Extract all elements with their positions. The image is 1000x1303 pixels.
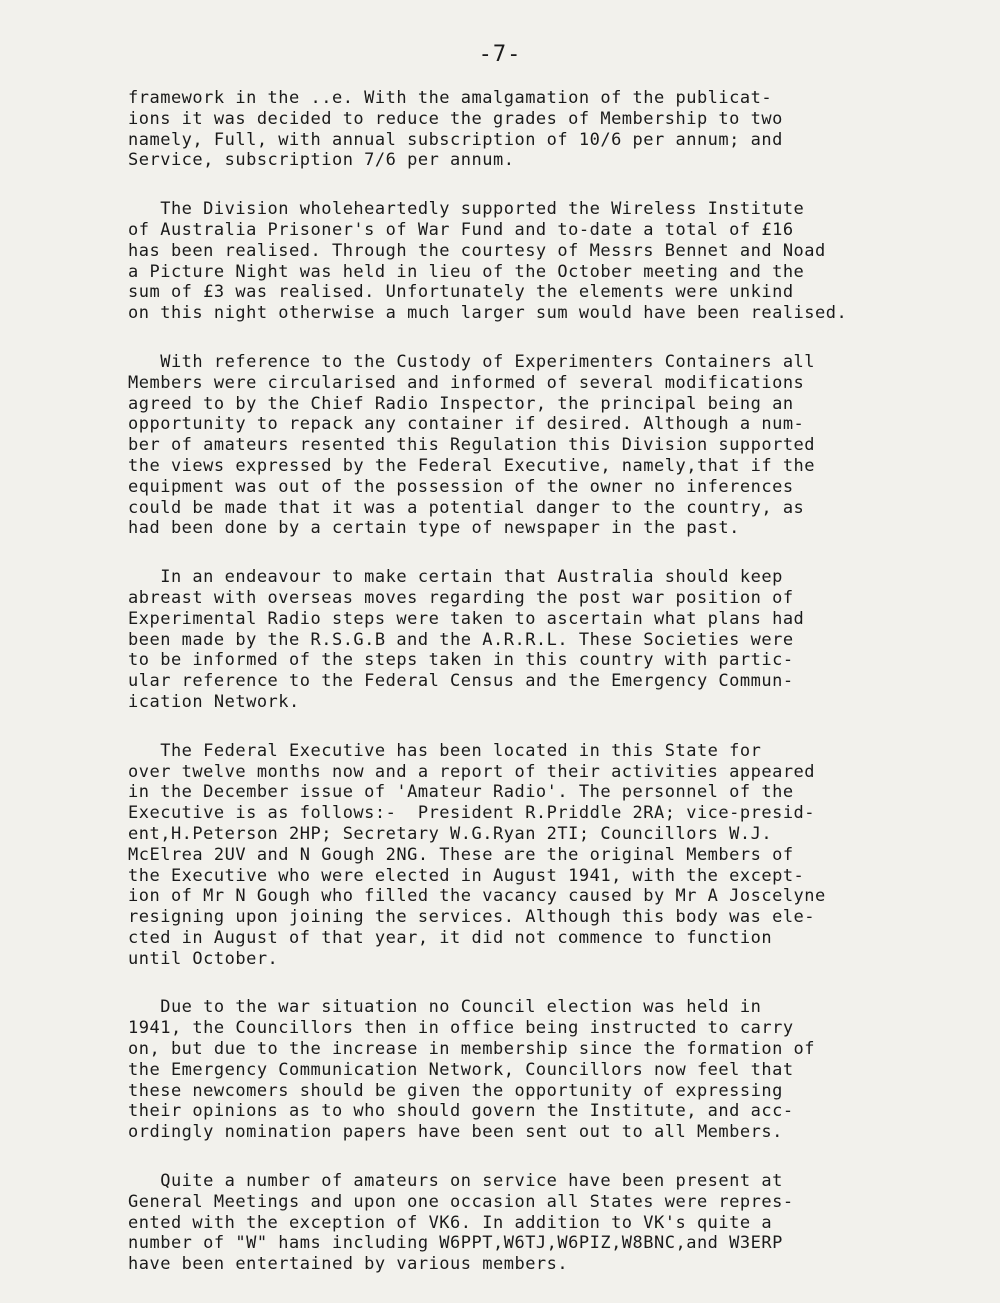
text-line: opportunity to repack any container if desired. Although a num- (128, 414, 805, 435)
text-line: in the December issue of 'Amateur Radio'. The personnel of the (128, 782, 794, 803)
text-line: of Australia Prisoner's of War Fund and to-date a total of £16 (128, 219, 794, 240)
text-line: the views expressed by the Federal Executive, namely,that if the (128, 455, 816, 476)
text-line: ber of amateurs resented this Regulation this Division supported (128, 435, 816, 456)
text-line: have been entertained by various members. (128, 1254, 569, 1275)
text-line: these newcomers should be given the opportunity of expressing (128, 1080, 783, 1101)
text-line: ented with the exception of VK6. In addition to VK's quite a (128, 1212, 773, 1233)
text-line: cted in August of that year, it did not commence to function (128, 927, 773, 948)
text-line: Due to the war situation no Council election was held in (128, 997, 762, 1018)
text-line: been made by the R.S.G.B and the A.R.R.L. These Societies were (128, 629, 794, 650)
text-line: could be made that it was a potential danger to the country, as (128, 497, 805, 518)
paragraph-pow-fund (128, 199, 968, 324)
text-line: on this night otherwise a much larger sum would have been realised. (128, 303, 848, 324)
text-line: ordingly nomination papers have been sent out to all Members. (128, 1122, 783, 1143)
text-line: their opinions as to who should govern the Institute, and acc- (128, 1101, 794, 1122)
paragraph-amateurs-on-service (128, 1171, 968, 1275)
text-line: The Division wholeheartedly supported the Wireless Institute (128, 199, 805, 220)
paragraph-council-election (128, 997, 968, 1143)
text-line: has been realised. Through the courtesy of Messrs Bennet and Noad (128, 240, 826, 261)
paragraph-experimenters-containers (128, 352, 968, 539)
text-line: ions it was decided to reduce the grades of Membership to two (128, 108, 783, 129)
text-line: to be informed of the steps taken in this country with partic- (128, 650, 794, 671)
text-line: ion of Mr N Gough who filled the vacancy caused by Mr A Joscelyne (128, 886, 826, 907)
text-line: ular reference to the Federal Census and the Emergency Commun- (128, 671, 794, 692)
paragraph-membership-grades (128, 88, 968, 171)
text-line: on, but due to the increase in membership since the formation of (128, 1039, 816, 1060)
text-line: 1941, the Councillors then in office being instructed to carry (128, 1018, 794, 1039)
text-line: agreed to by the Chief Radio Inspector, the principal being an (128, 393, 794, 414)
paragraph-post-war-position (128, 567, 968, 713)
text-line: the Executive who were elected in August 1941, with the except- (128, 865, 805, 886)
text-line: until October. (128, 948, 279, 969)
text-line: ication Network. (128, 691, 300, 712)
text-line: sum of £3 was realised. Unfortunately the elements were unkind (128, 282, 794, 303)
paragraph-federal-executive (128, 741, 968, 970)
text-line: resigning upon joining the services. Although this body was ele- (128, 907, 816, 928)
text-line: Experimental Radio steps were taken to ascertain what plans had (128, 608, 805, 629)
text-line: equipment was out of the possession of the owner no inferences (128, 476, 794, 497)
text-line: the Emergency Communication Network, Councillors now feel that (128, 1059, 794, 1080)
page-number: -7- (478, 42, 522, 67)
document-body (128, 88, 968, 1303)
text-line: number of "W" hams including W6PPT,W6TJ,W6PIZ,W8BNC,and W3ERP (128, 1233, 783, 1254)
text-line: namely, Full, with annual subscription of 10/6 per annum; and (128, 129, 783, 150)
text-line: General Meetings and upon one occasion all States were repres- (128, 1191, 794, 1212)
text-line: Executive is as follows:- President R.Priddle 2RA; vice-presid- (128, 803, 816, 824)
text-line: framework in the ..e. With the amalgamation of the publicat- (128, 88, 773, 108)
text-line: over twelve months now and a report of their activities appeared (128, 761, 816, 782)
text-line: ent,H.Peterson 2HP; Secretary W.G.Ryan 2TI; Councillors W.J. (128, 823, 773, 844)
text-line: Service, subscription 7/6 per annum. (128, 150, 515, 171)
text-line: The Federal Executive has been located in this State for (128, 740, 762, 761)
text-line: Quite a number of amateurs on service have been present at (128, 1171, 783, 1192)
text-line: With reference to the Custody of Experimenters Containers all (128, 351, 816, 372)
text-line: In an endeavour to make certain that Australia should keep (128, 567, 783, 588)
text-line: McElrea 2UV and N Gough 2NG. These are the original Members of (128, 844, 794, 865)
text-line: abreast with overseas moves regarding the post war position of (128, 587, 794, 608)
text-line: had been done by a certain type of newspaper in the past. (128, 518, 740, 539)
text-line: Members were circularised and informed of several modifications (128, 372, 805, 393)
text-line: a Picture Night was held in lieu of the October meeting and the (128, 261, 805, 282)
